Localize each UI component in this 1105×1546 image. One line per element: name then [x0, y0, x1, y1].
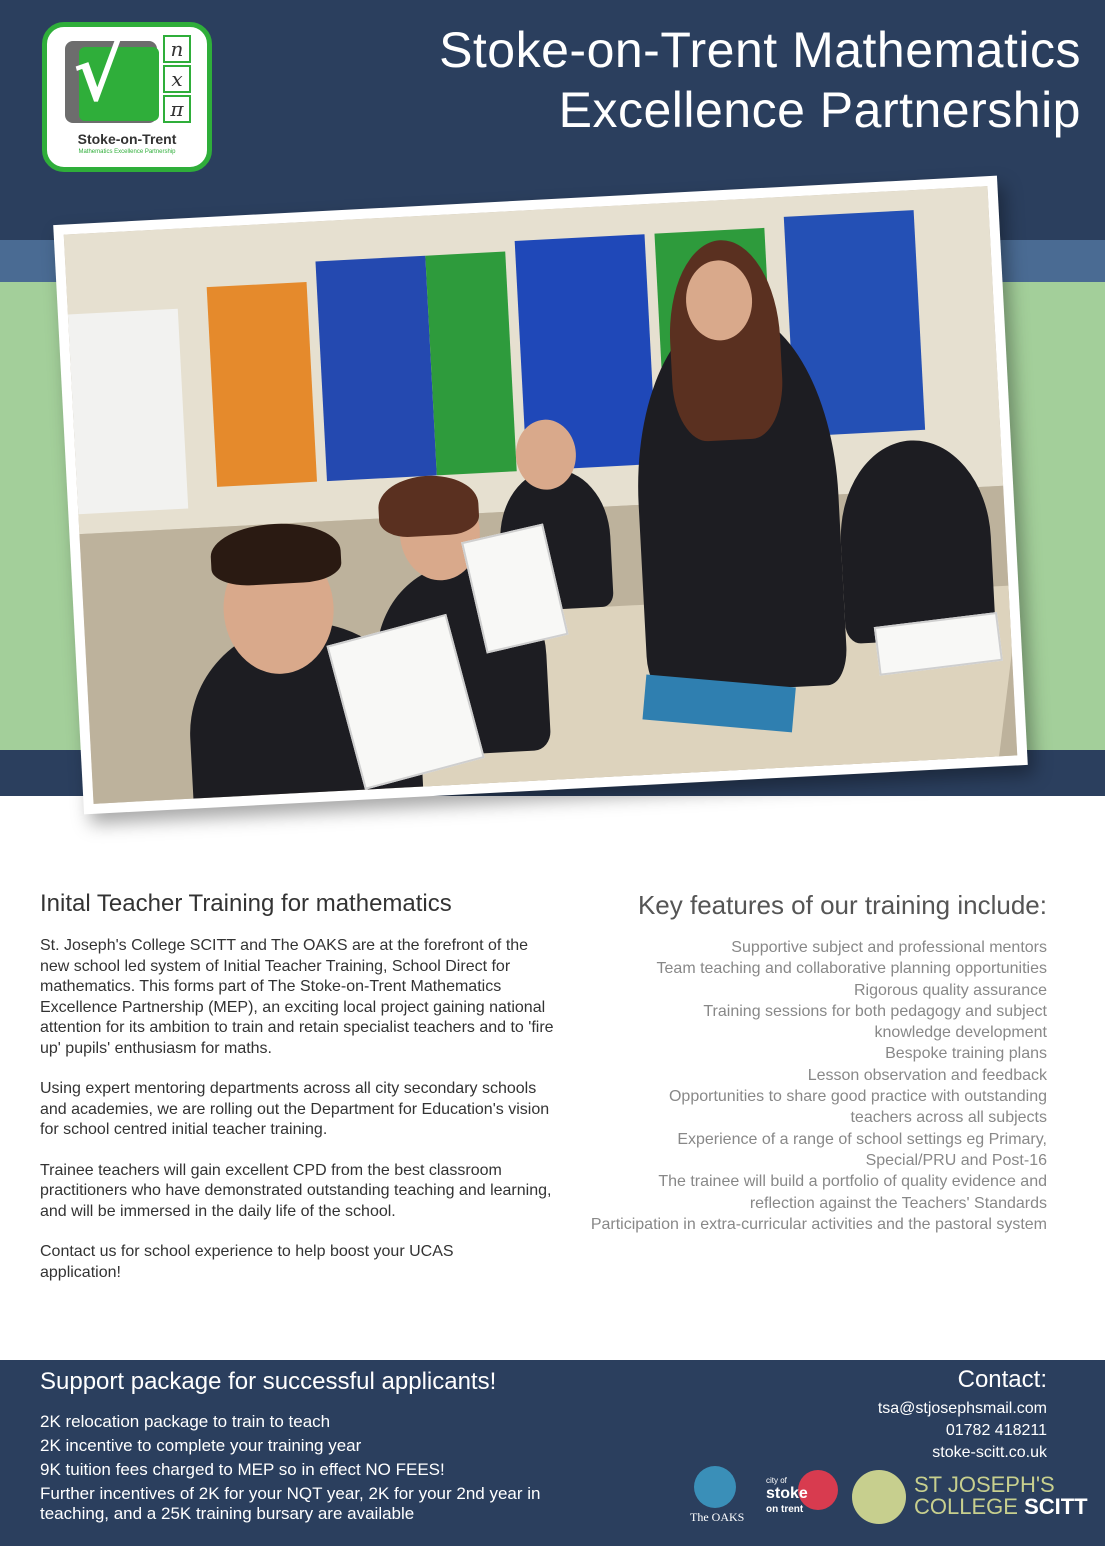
contact-phone[interactable]: 01782 418211 [945, 1422, 1047, 1439]
page-title-line2: Excellence Partnership [558, 82, 1081, 138]
support-item: Further incentives of 2K for your NQT year, 2K for your 2nd year in teaching, and a 25K training bursary are available [40, 1484, 541, 1523]
intro-section [40, 890, 560, 1303]
mep-logo [42, 22, 212, 172]
feature-item: The trainee will build a portfolio of quality evidence and reflection against the Teachers' Standards [658, 1173, 1047, 1212]
intro-paragraph-4: Contact us for school experience to help boost your UCAS application! [40, 1243, 454, 1281]
feature-item: Rigorous quality assurance [854, 981, 1047, 999]
support-heading: Support package for successful applicants! [40, 1368, 497, 1395]
classroom-photo [64, 186, 1018, 804]
oaks-logo-text: The OAKS [690, 1510, 745, 1524]
stoke-logo-main-text: stoke [766, 1485, 808, 1502]
intro-paragraph-1: St. Joseph's College SCITT and The OAKS are at the forefront of the new school led system of Initial Teacher Training, School Direct for mathematics. This forms part of The Stoke-on-Trent Mathematics Excellence Partnership (MEP), an exciting local project gaining national attention for its ambition to train and retain specialist teachers and to 'fire up' pupils' enthusiasm for maths. [40, 937, 554, 1057]
classroom-photo-frame [53, 176, 1028, 815]
page-title-line1: Stoke-on-Trent Mathematics [439, 22, 1081, 78]
logo-symbol-pi: π [163, 95, 191, 123]
intro-paragraph-2: Using expert mentoring departments across all city secondary schools and academies, we are rolling out the Department for Education's vision for school centred initial teacher training. [40, 1080, 550, 1138]
feature-item: Training sessions for both pedagogy and subject knowledge development [703, 1002, 1047, 1042]
sjc-logo-line2 [914, 1496, 1088, 1518]
sjc-logo-line1: ST JOSEPH'S [914, 1472, 1055, 1497]
feature-item: Team teaching and collaborative planning opportunities [656, 960, 1047, 978]
feature-item: Lesson observation and feedback [807, 1066, 1047, 1084]
features-heading: Key features of our training include: [637, 890, 1047, 920]
contact-section [878, 1366, 1047, 1464]
logo-symbol-x: x [163, 65, 191, 93]
feature-item: Bespoke training plans [885, 1045, 1047, 1063]
support-item: 9K tuition fees charged to MEP so in effect NO FEES! [40, 1460, 445, 1479]
features-section [587, 890, 1047, 1235]
photo-display-green-1 [425, 252, 516, 476]
intro-heading: Inital Teacher Training for mathematics [40, 890, 452, 917]
square-root-icon: √ [73, 28, 125, 119]
contact-email[interactable]: tsa@stjosephsmail.com [877, 1400, 1047, 1417]
logo-subtitle: Mathematics Excellence Partnership [78, 149, 176, 155]
logo-symbol-column [163, 35, 191, 125]
feature-item: Opportunities to share good practice with outstanding teachers across all subjects [668, 1088, 1047, 1127]
feature-item: Experience of a range of school settings eg Primary, Special/PRU and Post-16 [677, 1130, 1047, 1169]
photo-display-orange [207, 282, 317, 487]
photo-display-blue-1 [315, 256, 436, 481]
sjc-logo-college: COLLEGE [914, 1494, 1018, 1519]
features-list [587, 937, 1047, 1235]
sjc-logo-text [914, 1474, 1088, 1518]
contact-website[interactable]: stoke-scitt.co.uk [932, 1444, 1047, 1461]
oak-tree-icon [694, 1466, 736, 1508]
feature-item: Participation in extra-curricular activities and the pastoral system [590, 1215, 1047, 1233]
feature-item: Supportive subject and professional mentors [731, 939, 1047, 956]
contact-heading: Contact: [957, 1366, 1047, 1393]
support-list [40, 1412, 660, 1524]
stoke-on-trent-logo [764, 1470, 842, 1532]
page-title [439, 20, 1081, 140]
sjc-logo-scitt: SCITT [1024, 1494, 1088, 1519]
tree-emblem-icon [852, 1470, 906, 1524]
support-section [40, 1368, 660, 1528]
oaks-logo [686, 1466, 756, 1530]
support-item: 2K relocation package to train to teach [40, 1412, 331, 1431]
stoke-logo-bottom-text: on trent [766, 1504, 804, 1515]
logo-symbol-n: n [163, 35, 191, 63]
stoke-logo-small-text: city of [766, 1476, 787, 1485]
logo-name: Stoke-on-Trent [77, 131, 177, 147]
st-josephs-scitt-logo [852, 1470, 1088, 1530]
intro-paragraph-3: Trainee teachers will gain excellent CPD from the best classroom practitioners who have demonstrated outstanding teaching and learning, and will be immersed in the daily life of the school. [40, 1161, 552, 1220]
photo-window [68, 309, 188, 514]
support-item: 2K incentive to complete your training year [40, 1436, 362, 1455]
